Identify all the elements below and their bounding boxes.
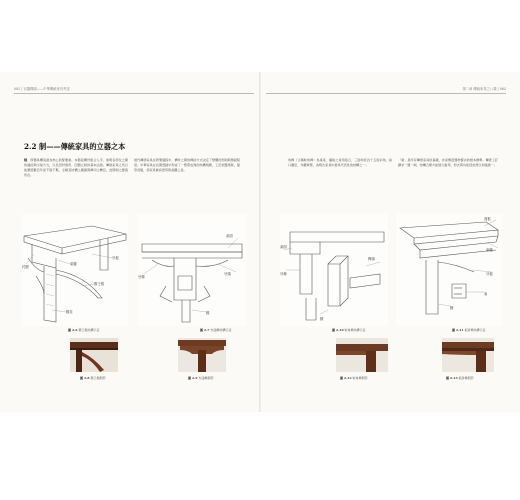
figure-label: 肩 bbox=[484, 292, 488, 296]
photo-jiatousun-detail bbox=[178, 338, 226, 372]
left-header-rule bbox=[14, 93, 254, 94]
figure-caption: 圖 2-6 霸王棖結構示意 bbox=[68, 328, 100, 332]
figure-baojiansun-drawing bbox=[396, 214, 502, 326]
figure-bawangcheng-drawing bbox=[22, 214, 128, 326]
figure-jiatousun-drawing bbox=[138, 214, 246, 326]
photo-caption: 圖 2-12 粽角榫細部 bbox=[340, 376, 368, 380]
figure-label: 牙條 bbox=[280, 272, 287, 276]
figure-label: 面框 bbox=[484, 217, 491, 221]
book-gutter bbox=[259, 72, 261, 412]
photo-caption: 圖 2-13 抱肩榫細部 bbox=[446, 376, 474, 380]
figure-caption: 圖 2-7 夾頭榫結構示意 bbox=[200, 328, 232, 332]
left-page-column-1 bbox=[24, 158, 128, 204]
figure-label: 桌面 bbox=[280, 245, 287, 249]
left-page-column-2: 當代傳統家具在研製過程中，構件之間的榫接方式決定了整體的形制與穩固程度。中華家具在長期實踐中形成了一整套成熟的結構規範，工匠依器施制，隨形而變，使家具兼具實用與美觀之長。 bbox=[134, 158, 240, 172]
figure-label: 束腰 bbox=[486, 248, 493, 252]
figure-label: 腿 bbox=[450, 306, 454, 310]
figure-label: 牙板 bbox=[112, 256, 119, 260]
photo-zongjiaosun-detail bbox=[336, 338, 388, 372]
left-column-1-text: ，即器具構造最為核心的緊要處。本節從構件組合入手，說明各部位之間的連接與交接方式，以及因材施用、因器立制的基本法則。傳統家具之所以能歷經數百年而不散不鬆，全賴其結構之嚴謹與榫卯之精密，此即制之要義所在。 bbox=[24, 158, 128, 177]
right-running-head: 第二章 傳統家具之八義 | 083 bbox=[462, 87, 506, 91]
figure-zongjiaosun-drawing bbox=[280, 214, 388, 326]
right-page-column-1: 角榫（又稱粽角榫）為桌案、櫃格之常用接合，三面均見四十五度斜角，接口嚴密，外觀齊整，為明式家具中最具代表性的結構之一。 bbox=[288, 158, 392, 167]
figure-label: 桌面 bbox=[226, 234, 233, 238]
left-running-head: 082 | 百器釋源——中華傳統家具考述 bbox=[14, 87, 70, 91]
figure-label: 束腰 bbox=[70, 262, 77, 266]
dropcap: 制 bbox=[24, 158, 28, 162]
photo-baojiansun-detail bbox=[442, 338, 494, 372]
figure-label: 牙板 bbox=[486, 272, 493, 276]
figure-label: 牙條 bbox=[138, 275, 145, 279]
figure-label: 腿足 bbox=[66, 310, 73, 314]
figure-label: 腿 bbox=[320, 317, 324, 321]
figure-caption: 圖 2-11 抱肩榫結構示意 bbox=[452, 328, 486, 332]
section-title: 2.2 制——傳統家具的立器之本 bbox=[24, 142, 126, 151]
right-header-rule bbox=[266, 93, 506, 94]
figure-label: 霸王棖 bbox=[94, 282, 105, 286]
figure-label: 榫頭 bbox=[368, 257, 375, 261]
right-page-column-2: 「制」是所有傳統家具的基礎，亦是衡量器物優劣的根本標準。傳統工匠講求一器一制，結構合理方能經久耐用，形式與功能因此得以和諧統一。 bbox=[398, 158, 498, 167]
photo-caption: 圖 2-8 霸王棖細部 bbox=[80, 376, 106, 380]
figure-label: 腿 bbox=[206, 311, 210, 315]
figure-label: 托腮 bbox=[22, 265, 29, 269]
figure-label: 牙頭 bbox=[224, 272, 231, 276]
photo-caption: 圖 2-9 夾頭榫細部 bbox=[188, 376, 214, 380]
figure-caption: 圖 2-10 粽角榫結構示意 bbox=[332, 328, 366, 332]
photo-bawangcheng-detail bbox=[70, 338, 118, 372]
